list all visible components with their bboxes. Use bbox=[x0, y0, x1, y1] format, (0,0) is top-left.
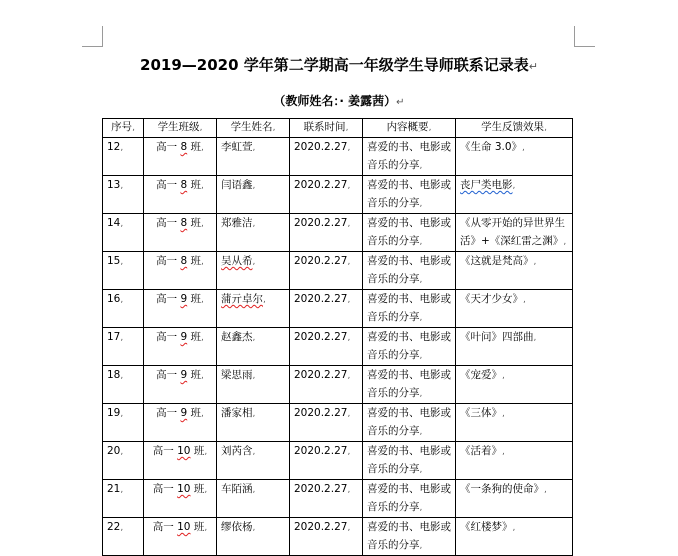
cell-student-feedback[interactable]: 《从零开始的异世界生活》+《深红雷之渊》, bbox=[456, 214, 573, 252]
cell-content-summary[interactable]: 喜爱的书、电影或音乐的分享, bbox=[363, 328, 456, 366]
cell-serial-no[interactable]: 13, bbox=[103, 176, 144, 214]
cell-student-feedback[interactable]: 《红楼梦》, bbox=[456, 518, 573, 556]
cell-content-summary[interactable]: 喜爱的书、电影或音乐的分享, bbox=[363, 176, 456, 214]
cell-contact-time[interactable]: 2020.2.27, bbox=[290, 442, 363, 480]
table-row bbox=[103, 328, 573, 366]
cell-student-name[interactable]: 梁思雨, bbox=[217, 366, 290, 404]
cell-student-name[interactable]: 车陌涵, bbox=[217, 480, 290, 518]
header-contact-time[interactable]: 联系时间, bbox=[290, 119, 363, 138]
cell-contact-time[interactable]: 2020.2.27, bbox=[290, 518, 363, 556]
cell-student-class[interactable]: 高一 8 班, bbox=[144, 214, 217, 252]
teacher-name-text: （教师姓名：· 姜露茜） bbox=[273, 94, 397, 108]
paragraph-mark-icon: ↵ bbox=[528, 60, 538, 73]
cell-student-feedback[interactable]: 丧尸类电影, bbox=[456, 176, 573, 214]
cell-contact-time[interactable]: 2020.2.27, bbox=[290, 480, 363, 518]
cell-student-feedback[interactable]: 《天才少女》, bbox=[456, 290, 573, 328]
cell-student-name[interactable]: 蒲亓卓尔, bbox=[217, 290, 290, 328]
cell-contact-time[interactable]: 2020.2.27, bbox=[290, 176, 363, 214]
cell-student-name[interactable]: 郑雅洁, bbox=[217, 214, 290, 252]
cell-contact-time[interactable]: 2020.2.27, bbox=[290, 290, 363, 328]
cell-student-class[interactable]: 高一 8 班, bbox=[144, 138, 217, 176]
cell-student-class[interactable]: 高一 10 班, bbox=[144, 518, 217, 556]
cell-content-summary[interactable]: 喜爱的书、电影或音乐的分享, bbox=[363, 214, 456, 252]
cell-student-feedback[interactable]: 《宠爱》, bbox=[456, 366, 573, 404]
cell-student-feedback[interactable]: 《叶问》四部曲, bbox=[456, 328, 573, 366]
contact-record-table bbox=[102, 118, 573, 556]
cell-student-class[interactable]: 高一 9 班, bbox=[144, 290, 217, 328]
cell-content-summary[interactable]: 喜爱的书、电影或音乐的分享, bbox=[363, 442, 456, 480]
cell-student-feedback[interactable]: 《三体》, bbox=[456, 404, 573, 442]
table-row bbox=[103, 214, 573, 252]
table-row bbox=[103, 404, 573, 442]
table-row bbox=[103, 176, 573, 214]
cell-contact-time[interactable]: 2020.2.27, bbox=[290, 404, 363, 442]
title-text: 2019—2020 学年第二学期高一年级学生导师联系记录表 bbox=[140, 56, 529, 74]
cell-student-class[interactable]: 高一 9 班, bbox=[144, 328, 217, 366]
cell-student-class[interactable]: 高一 10 班, bbox=[144, 480, 217, 518]
table-row bbox=[103, 442, 573, 480]
cell-content-summary[interactable]: 喜爱的书、电影或音乐的分享, bbox=[363, 252, 456, 290]
cell-student-class[interactable]: 高一 9 班, bbox=[144, 366, 217, 404]
cell-student-name[interactable]: 刘芮含, bbox=[217, 442, 290, 480]
cell-serial-no[interactable]: 20, bbox=[103, 442, 144, 480]
cell-student-class[interactable]: 高一 9 班, bbox=[144, 404, 217, 442]
cell-contact-time[interactable]: 2020.2.27, bbox=[290, 328, 363, 366]
cell-serial-no[interactable]: 19, bbox=[103, 404, 144, 442]
cell-student-name[interactable]: 潘家相, bbox=[217, 404, 290, 442]
header-student-name[interactable]: 学生姓名, bbox=[217, 119, 290, 138]
cell-content-summary[interactable]: 喜爱的书、电影或音乐的分享, bbox=[363, 404, 456, 442]
table-row bbox=[103, 290, 573, 328]
crop-mark-top-right bbox=[574, 26, 595, 47]
crop-mark-top-left bbox=[82, 26, 103, 47]
cell-serial-no[interactable]: 12, bbox=[103, 138, 144, 176]
table-row bbox=[103, 518, 573, 556]
cell-content-summary[interactable]: 喜爱的书、电影或音乐的分享, bbox=[363, 366, 456, 404]
header-student-feedback[interactable]: 学生反馈效果, bbox=[456, 119, 573, 138]
cell-student-feedback[interactable]: 《一条狗的使命》, bbox=[456, 480, 573, 518]
cell-serial-no[interactable]: 15, bbox=[103, 252, 144, 290]
cell-student-name[interactable]: 闫语鑫, bbox=[217, 176, 290, 214]
cell-content-summary[interactable]: 喜爱的书、电影或音乐的分享, bbox=[363, 138, 456, 176]
cell-serial-no[interactable]: 18, bbox=[103, 366, 144, 404]
cell-contact-time[interactable]: 2020.2.27, bbox=[290, 366, 363, 404]
cell-serial-no[interactable]: 16, bbox=[103, 290, 144, 328]
cell-contact-time[interactable]: 2020.2.27, bbox=[290, 252, 363, 290]
table-body bbox=[103, 138, 573, 556]
document-title[interactable] bbox=[0, 54, 678, 75]
cell-student-feedback[interactable]: 《生命 3.0》, bbox=[456, 138, 573, 176]
teacher-name-line[interactable] bbox=[0, 92, 678, 109]
cell-student-class[interactable]: 高一 10 班, bbox=[144, 442, 217, 480]
table-row bbox=[103, 480, 573, 518]
cell-student-class[interactable]: 高一 8 班, bbox=[144, 252, 217, 290]
cell-contact-time[interactable]: 2020.2.27, bbox=[290, 214, 363, 252]
cell-student-feedback[interactable]: 《这就是梵高》, bbox=[456, 252, 573, 290]
table-row bbox=[103, 138, 573, 176]
table-row bbox=[103, 366, 573, 404]
header-serial-no[interactable]: 序号, bbox=[103, 119, 144, 138]
cell-content-summary[interactable]: 喜爱的书、电影或音乐的分享, bbox=[363, 518, 456, 556]
cell-student-name[interactable]: 赵鑫杰, bbox=[217, 328, 290, 366]
header-student-class[interactable]: 学生班级, bbox=[144, 119, 217, 138]
cell-contact-time[interactable]: 2020.2.27, bbox=[290, 138, 363, 176]
cell-student-class[interactable]: 高一 8 班, bbox=[144, 176, 217, 214]
cell-serial-no[interactable]: 21, bbox=[103, 480, 144, 518]
cell-student-name[interactable]: 吴从希, bbox=[217, 252, 290, 290]
cell-content-summary[interactable]: 喜爱的书、电影或音乐的分享, bbox=[363, 480, 456, 518]
cell-student-name[interactable]: 李虹萱, bbox=[217, 138, 290, 176]
paragraph-mark-icon: ↵ bbox=[396, 97, 405, 108]
cell-content-summary[interactable]: 喜爱的书、电影或音乐的分享, bbox=[363, 290, 456, 328]
table-header-row bbox=[103, 119, 573, 138]
cell-student-feedback[interactable]: 《活着》, bbox=[456, 442, 573, 480]
cell-student-name[interactable]: 缪依杨, bbox=[217, 518, 290, 556]
header-content-summary[interactable]: 内容概要, bbox=[363, 119, 456, 138]
cell-serial-no[interactable]: 22, bbox=[103, 518, 144, 556]
table-row bbox=[103, 252, 573, 290]
cell-serial-no[interactable]: 17, bbox=[103, 328, 144, 366]
cell-serial-no[interactable]: 14, bbox=[103, 214, 144, 252]
